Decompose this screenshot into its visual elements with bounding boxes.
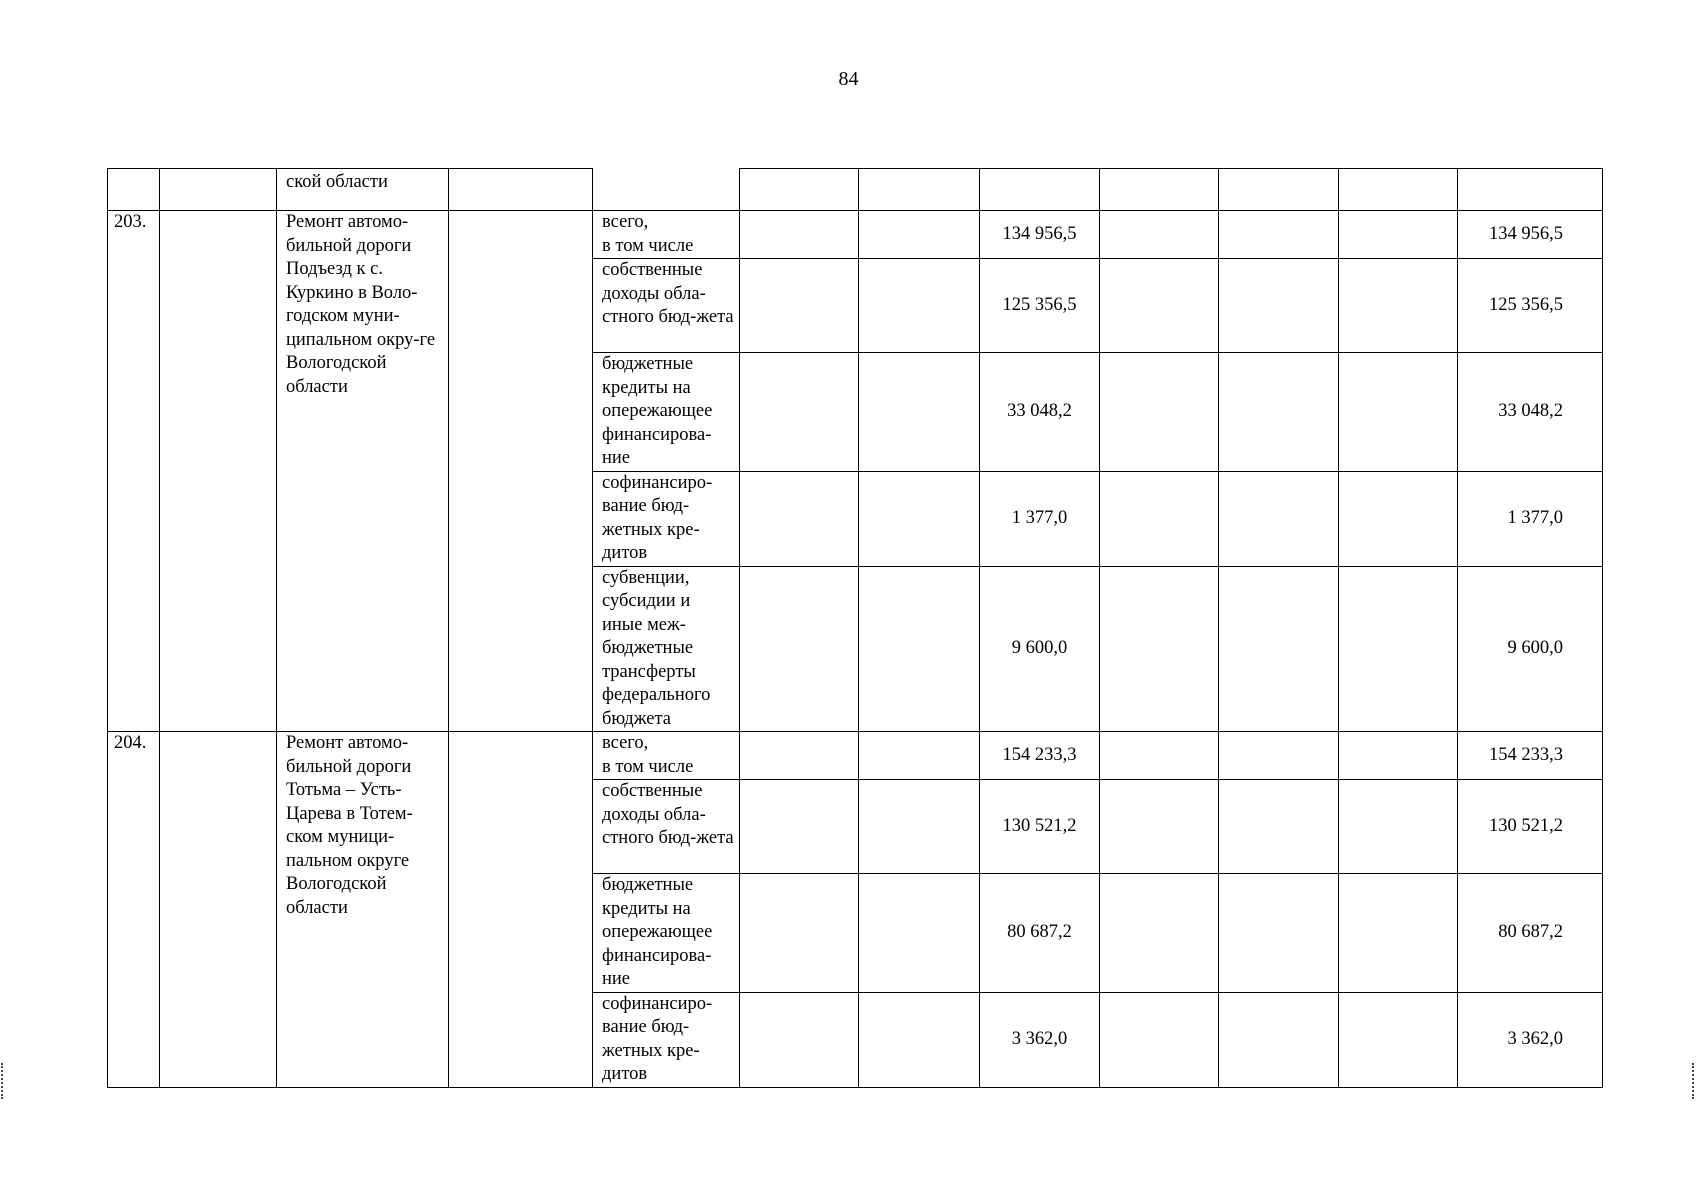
cell: [740, 259, 859, 353]
cell: [1100, 874, 1219, 993]
cell: [449, 169, 593, 211]
continuation-row: [108, 169, 1603, 211]
cell: [1339, 353, 1458, 472]
cell: [108, 169, 160, 211]
cell: [449, 732, 593, 1088]
budget-table: [107, 168, 1603, 1088]
cell: [160, 169, 277, 211]
cell: [1339, 471, 1458, 566]
cell: [1339, 732, 1458, 780]
cell: [1100, 780, 1219, 874]
scan-edge-mark-left: [1, 1063, 5, 1099]
amount-value: 33 048,2: [980, 353, 1100, 472]
cell: [859, 780, 980, 874]
cell: [1100, 259, 1219, 353]
cell: [160, 211, 277, 732]
table-row: [108, 211, 1603, 259]
amount-value: 9 600,0: [980, 566, 1100, 732]
cell: [1219, 169, 1339, 211]
gap-cell: [593, 169, 740, 211]
cell: [740, 780, 859, 874]
total-value: 134 956,5: [1458, 211, 1603, 259]
cell: [859, 211, 980, 259]
cell: [449, 211, 593, 732]
object-name: Ремонт автомо-бильной дороги Тотьма – Усть-Царева в Тотем-ском муници-пальном округе Вологодской области: [277, 732, 449, 1088]
cell: [859, 169, 980, 211]
funding-source: субвенции, субсидии и иные меж-бюджетные трансферты федерального бюджета: [593, 566, 740, 732]
amount-value: 154 233,3: [980, 732, 1100, 780]
object-name: Ремонт автомо-бильной дороги Подъезд к с. Куркино в Воло-годском муни-ципальном окру-ге Вологодской области: [277, 211, 449, 732]
cell: [1219, 471, 1339, 566]
cell: [1100, 353, 1219, 472]
funding-source: бюджетные кредиты на опережающее финансирова-ние: [593, 353, 740, 472]
cell: [1100, 566, 1219, 732]
cell: [1339, 780, 1458, 874]
cell: [740, 874, 859, 993]
total-value: 154 233,3: [1458, 732, 1603, 780]
funding-source: собственные доходы обла-стного бюд-жета: [593, 780, 740, 874]
amount-value: 130 521,2: [980, 780, 1100, 874]
total-value: 3 362,0: [1458, 992, 1603, 1087]
cell: [1219, 259, 1339, 353]
cell: [740, 169, 859, 211]
cell: [1339, 211, 1458, 259]
cell: [1458, 169, 1603, 211]
cell: [1339, 169, 1458, 211]
cell: [859, 259, 980, 353]
cell: [1100, 471, 1219, 566]
cell: [1339, 874, 1458, 993]
cell: [859, 353, 980, 472]
amount-value: 3 362,0: [980, 992, 1100, 1087]
row-index: 203.: [108, 211, 160, 732]
cell: [740, 992, 859, 1087]
cell: [1219, 211, 1339, 259]
cell: [1219, 992, 1339, 1087]
funding-source: всего, в том числе: [593, 732, 740, 780]
total-value: 9 600,0: [1458, 566, 1603, 732]
funding-source: всего, в том числе: [593, 211, 740, 259]
total-value: 80 687,2: [1458, 874, 1603, 993]
cell: [859, 566, 980, 732]
continuation-label: ской области: [277, 169, 449, 211]
cell: [1100, 169, 1219, 211]
funding-source: софинансиро-вание бюд-жетных кре-дитов: [593, 471, 740, 566]
cell: [1219, 874, 1339, 993]
cell: [740, 353, 859, 472]
cell: [1100, 211, 1219, 259]
cell: [1219, 780, 1339, 874]
cell: [1100, 732, 1219, 780]
cell: [740, 566, 859, 732]
cell: [1339, 992, 1458, 1087]
funding-source: собственные доходы обла-стного бюд-жета: [593, 259, 740, 353]
budget-table-wrapper: [107, 168, 1602, 1088]
total-value: 33 048,2: [1458, 353, 1603, 472]
amount-value: 80 687,2: [980, 874, 1100, 993]
cell: [1339, 566, 1458, 732]
funding-source: софинансиро-вание бюд-жетных кре-дитов: [593, 992, 740, 1087]
cell: [740, 471, 859, 566]
cell: [1219, 353, 1339, 472]
cell: [1219, 566, 1339, 732]
cell: [859, 874, 980, 993]
cell: [160, 732, 277, 1088]
total-value: 125 356,5: [1458, 259, 1603, 353]
cell: [1339, 259, 1458, 353]
amount-value: 1 377,0: [980, 471, 1100, 566]
total-value: 1 377,0: [1458, 471, 1603, 566]
cell: [859, 992, 980, 1087]
amount-value: 134 956,5: [980, 211, 1100, 259]
cell: [1219, 732, 1339, 780]
cell: [1100, 992, 1219, 1087]
cell: [740, 211, 859, 259]
page-number: 84: [838, 68, 859, 90]
row-index: 204.: [108, 732, 160, 1088]
total-value: 130 521,2: [1458, 780, 1603, 874]
scan-edge-mark-right: [1692, 1063, 1696, 1099]
table-row: [108, 732, 1603, 780]
cell: [859, 732, 980, 780]
cell: [740, 732, 859, 780]
amount-value: 125 356,5: [980, 259, 1100, 353]
cell: [980, 169, 1100, 211]
funding-source: бюджетные кредиты на опережающее финансирова-ние: [593, 874, 740, 993]
cell: [859, 471, 980, 566]
